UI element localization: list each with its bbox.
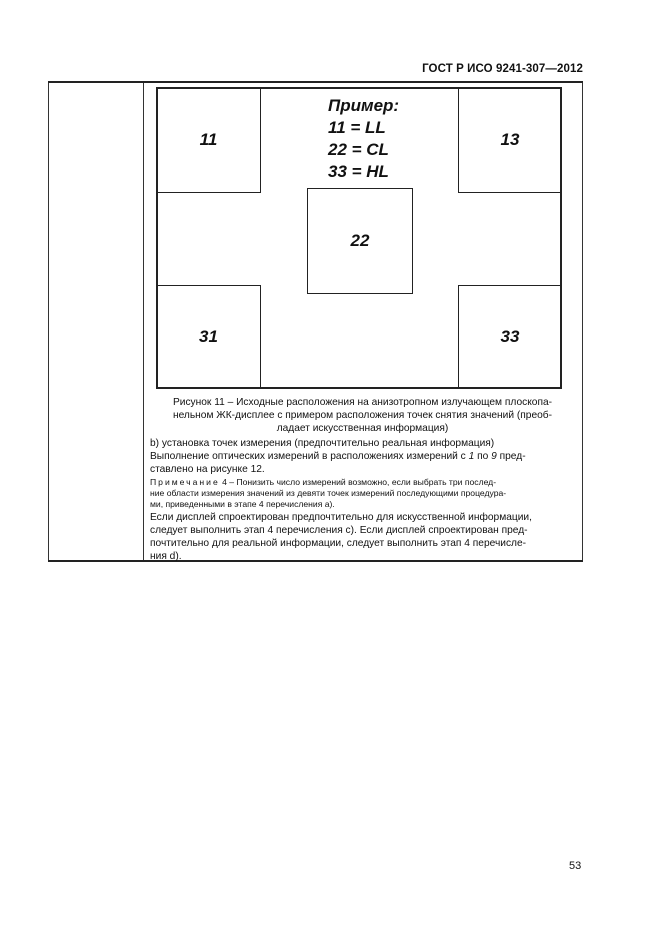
text-run: Выполнение оптических измерений в расположениях измерений с	[150, 451, 469, 462]
document-header: ГОСТ Р ИСО 9241-307—2012	[422, 63, 583, 75]
zone-33	[458, 285, 562, 389]
text-run: пред-	[496, 451, 526, 462]
note-line-1-text: 4 – Понизить число измерений возможно, если выбрать три послед-	[219, 477, 497, 487]
paragraph-display-line-2: следует выполнить этап 4 перечисления с). Если дисплей спроектирован пред-	[150, 525, 528, 536]
example-title: Пример:	[328, 96, 400, 115]
note-line-2: ние области измерения значений из девяти точек измерений последующими процедура-	[150, 488, 507, 498]
example-line-ll: 11 = LL	[328, 118, 386, 137]
table-column-divider	[143, 83, 144, 560]
example-legend	[328, 95, 399, 183]
paragraph-display-line-3: почтительно для реальной информации, следует выполнить этап 4 перечисле-	[150, 538, 527, 549]
example-line-cl: 22 = CL	[328, 140, 389, 159]
table-right-border	[582, 83, 583, 560]
note-line-1	[150, 477, 575, 488]
table-left-border	[48, 83, 49, 560]
note-4	[150, 477, 575, 510]
caption-line-2: нельном ЖК-дисплее с примером расположения точек снятия значений (преоб-	[172, 410, 553, 421]
zone-22-label: 22	[350, 231, 370, 250]
paragraph-display-line-4: ния d).	[150, 551, 182, 562]
zone-33-label: 33	[500, 327, 520, 346]
paragraph-measurements	[150, 450, 575, 476]
range-from: 1	[468, 451, 475, 462]
text-run: по	[474, 451, 492, 462]
paragraph-measurements-line-2: ставлено на рисунке 12.	[150, 464, 265, 475]
zone-13	[458, 87, 562, 193]
range-to: 9	[491, 451, 497, 462]
caption-line-3: ладает искусственная информация)	[276, 423, 449, 434]
note-label: Примечание	[150, 477, 220, 487]
zone-31	[156, 285, 261, 389]
zone-22	[307, 188, 413, 294]
page-number: 53	[569, 860, 582, 872]
note-line-3: ми, приведенными в этапе 4 перечисления а).	[150, 499, 335, 509]
paragraph-display-design	[150, 511, 575, 563]
figure-caption	[150, 396, 575, 435]
zone-13-label: 13	[500, 130, 520, 149]
measurement-layout-figure	[156, 87, 562, 389]
zone-11-label: 11	[199, 130, 218, 149]
paragraph-measurements-line-1	[150, 450, 575, 463]
zone-31-label: 31	[199, 327, 218, 346]
paragraph-b: b) установка точек измерения (предпочтительно реальная информация)	[150, 438, 495, 449]
paragraph-display-line-1: Если дисплей спроектирован предпочтительно для искусственной информации,	[150, 512, 532, 523]
zone-11	[156, 87, 261, 193]
example-line-hl: 33 = HL	[328, 162, 389, 181]
caption-line-1: Рисунок 11 – Исходные расположения на анизотропном излучающем плоскопа-	[172, 397, 553, 408]
